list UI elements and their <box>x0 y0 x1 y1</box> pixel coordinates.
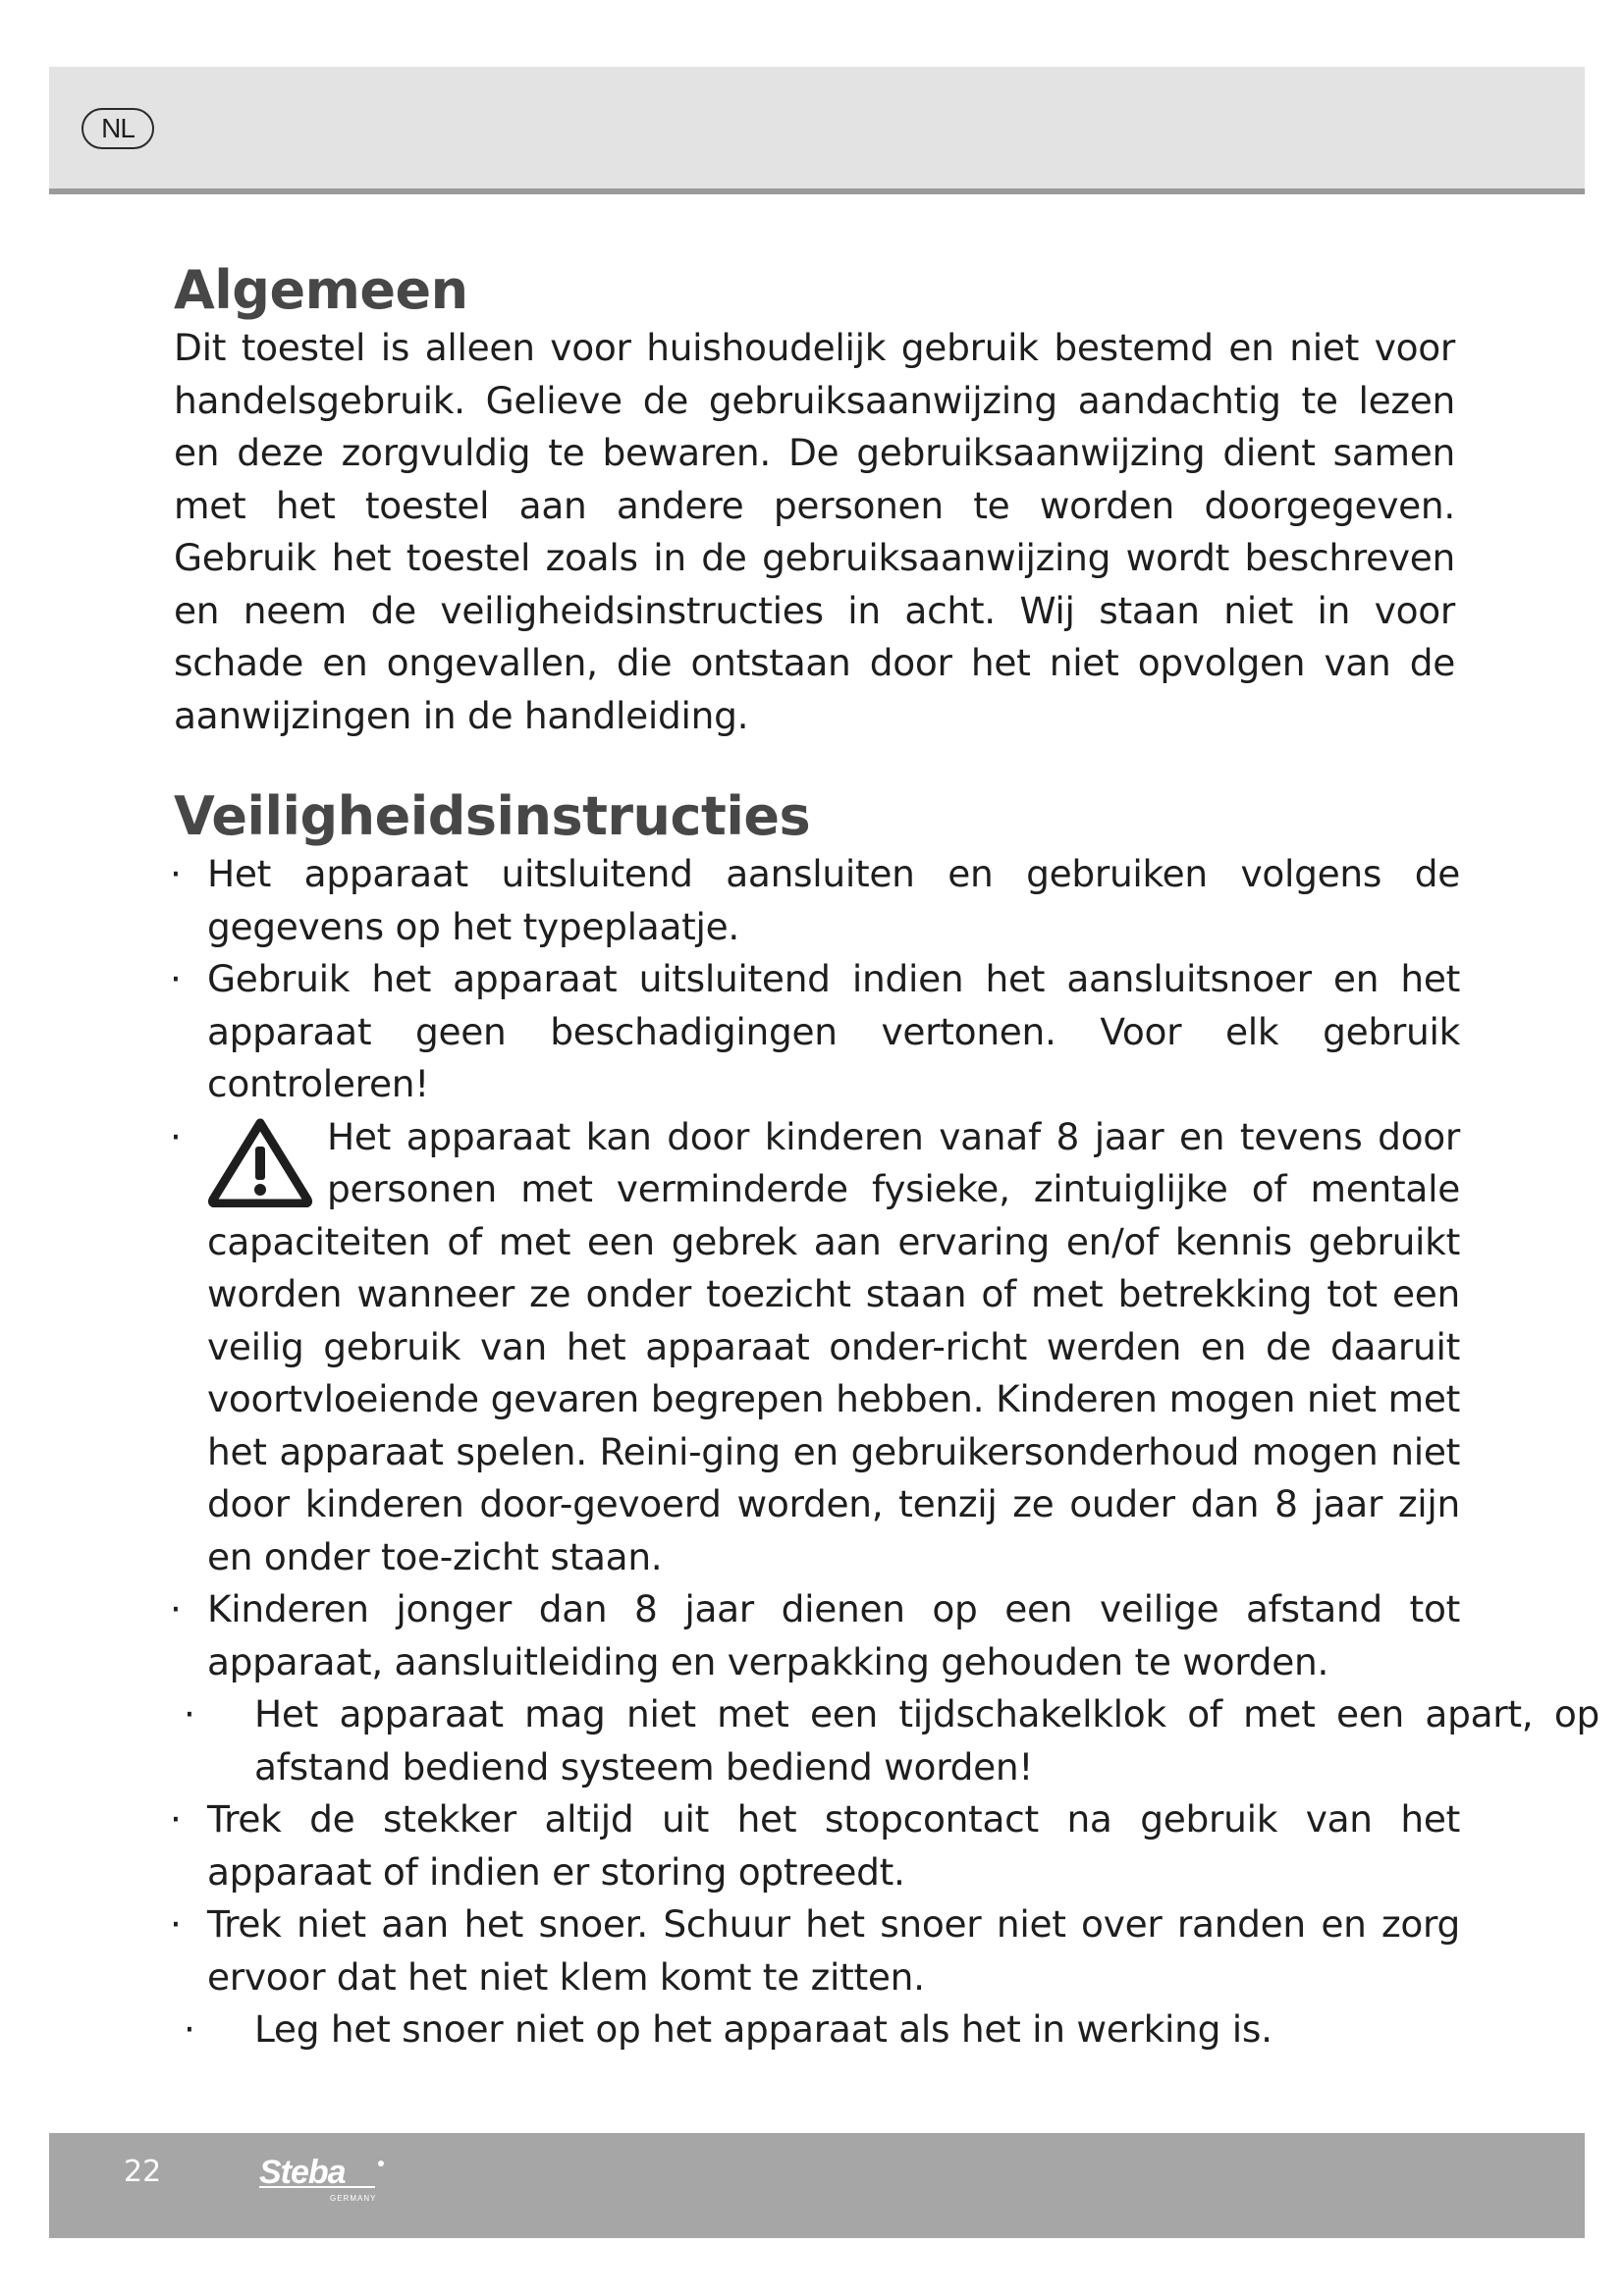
safety-item-text: Kinderen jonger dan 8 jaar dienen op een veilige afstand tot apparaat, aansluitleiding en verpakking gehouden te worden. <box>207 1587 1460 1683</box>
safety-item <box>174 1688 1599 1793</box>
page-header <box>49 67 1585 194</box>
safety-item-text: Het apparaat mag niet met een tijdschakelklok of met een apart, op afstand bediend systeem bediend worden! <box>254 1692 1599 1789</box>
safety-item-text: Het apparaat uitsluitend aansluiten en gebruiken volgens de gegevens op het typeplaatje. <box>207 852 1460 948</box>
safety-item <box>170 848 1460 953</box>
safety-item-text: Trek de stekker altijd uit het stopcontact na gebruik van het apparaat of indien er storing optreedt. <box>207 1797 1460 1894</box>
warning-triangle-icon <box>207 1117 313 1207</box>
brand-name: Steba <box>259 2154 346 2191</box>
safety-list <box>170 848 1599 2056</box>
general-paragraph: Dit toestel is alleen voor huishoudelijk gebruik bestemd en niet voor handelsgebruik. Gelieve de gebruiksaanwijzing aandachtig te lezen en deze zorgvuldig te bewaren. De gebruiksaanwijzing dient samen met het toestel aan andere personen te worden doorgegeven. Gebruik het toestel zoals in de gebruiksaanwijzing wordt beschreven en neem de veiligheidsinstructies in acht. Wij staan niet in voor schade en ongevallen, die ontstaan door het niet opvolgen van de aanwijzingen in de handleiding. <box>174 326 1455 737</box>
safety-item-text: Leg het snoer niet op het apparaat als het in werking is. <box>254 2007 1272 2051</box>
page-number: 22 <box>124 2155 162 2189</box>
safety-item <box>174 2003 1460 2056</box>
bullet-symbol: · <box>184 2007 195 2051</box>
safety-item-warning <box>170 1111 1460 1584</box>
section-title-safety: Veiligheidsinstructies <box>174 785 811 847</box>
brand-tagline: GERMANY <box>330 2194 377 2203</box>
section-title-general: Algemeen <box>174 259 468 321</box>
bullet-symbol: · <box>170 852 182 895</box>
safety-item <box>170 1583 1460 1688</box>
safety-item-text: Trek niet aan het snoer. Schuur het snoer niet over randen en zorg ervoor dat het niet klem komt te zitten. <box>207 1902 1460 1999</box>
bullet-symbol: · <box>170 1587 182 1630</box>
steba-logo <box>257 2150 424 2209</box>
safety-item-text: Gebruik het apparaat uitsluitend indien het aansluitsnoer en het apparaat geen beschadigingen vertonen. Voor elk gebruik controleren! <box>207 957 1460 1105</box>
bullet-symbol: · <box>184 1692 195 1735</box>
bullet-symbol: · <box>170 1902 182 1946</box>
safety-item <box>170 1793 1460 1898</box>
bullet-symbol: · <box>170 1114 182 1158</box>
page-content <box>170 259 1599 2056</box>
bullet-symbol: · <box>170 1797 182 1841</box>
language-badge: NL <box>81 108 154 149</box>
safety-item-text: Het apparaat kan door kinderen vanaf 8 jaar en tevens door personen met verminderde fysieke, zintuiglijke of mentale capaciteiten of met een gebrek aan ervaring en/of kennis gebruikt worden wanneer ze onder toezicht staan of met betrekking tot een veilig gebruik van het apparaat onder-richt werden en de daaruit voortvloeiende gevaren begrepen hebben. Kinderen mogen niet met het apparaat spelen. Reini-ging en gebruikersonderhoud mogen niet door kinderen door-gevoerd worden, tenzij ze ouder dan 8 jaar zijn en onder toe-zicht staan. <box>207 1114 1460 1578</box>
safety-item <box>170 953 1460 1111</box>
bullet-symbol: · <box>170 957 182 1000</box>
safety-item <box>170 1898 1460 2003</box>
